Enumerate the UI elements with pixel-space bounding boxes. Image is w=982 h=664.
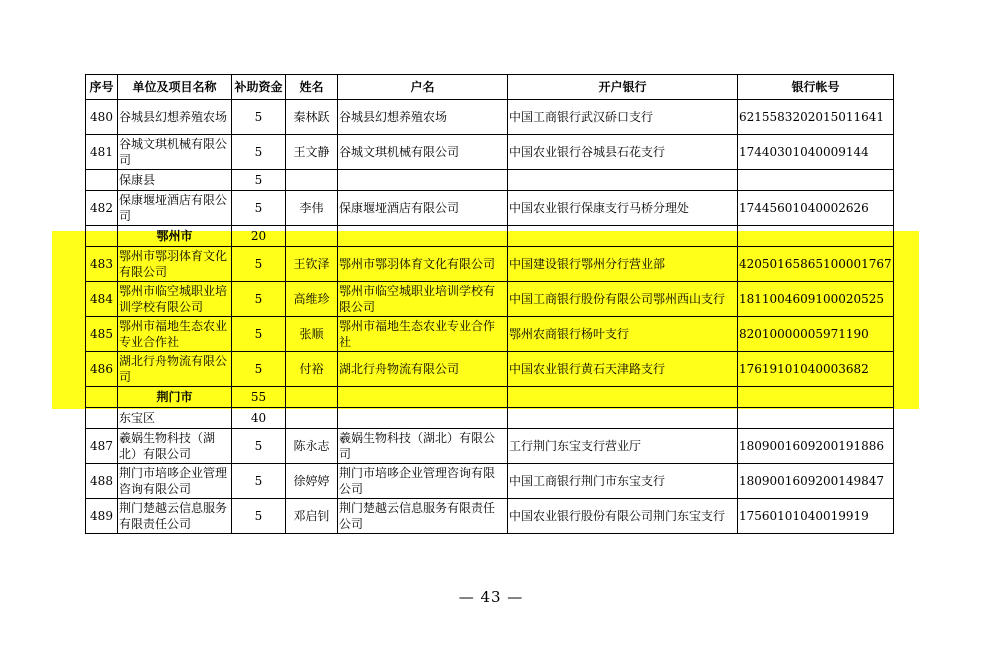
table-row bbox=[86, 226, 894, 247]
cell-fund: 5 bbox=[232, 499, 286, 534]
table-row bbox=[86, 408, 894, 429]
cell-account-name: 保康堰垭酒店有限公司 bbox=[338, 191, 508, 226]
cell-name bbox=[286, 387, 338, 408]
cell-account-name bbox=[338, 170, 508, 191]
cell-unit: 湖北行舟物流有限公司 bbox=[118, 352, 232, 387]
header-account-name: 户名 bbox=[338, 75, 508, 100]
cell-account-no: 1811004609100020525 bbox=[738, 282, 894, 317]
cell-unit: 羲娲生物科技（湖北）有限公司 bbox=[118, 429, 232, 464]
cell-name: 徐婷婷 bbox=[286, 464, 338, 499]
table-row bbox=[86, 317, 894, 352]
cell-fund: 5 bbox=[232, 247, 286, 282]
cell-account-name: 鄂州市鄂羽体育文化有限公司 bbox=[338, 247, 508, 282]
cell-unit: 鄂州市临空城职业培训学校有限公司 bbox=[118, 282, 232, 317]
cell-account-no: 1809001609200149847 bbox=[738, 464, 894, 499]
header-name: 姓名 bbox=[286, 75, 338, 100]
header-bank: 开户银行 bbox=[508, 75, 738, 100]
cell-bank: 中国农业银行股份有限公司荆门东宝支行 bbox=[508, 499, 738, 534]
cell-bank: 中国工商银行股份有限公司鄂州西山支行 bbox=[508, 282, 738, 317]
header-unit: 单位及项目名称 bbox=[118, 75, 232, 100]
cell-bank: 工行荆门东宝支行营业厅 bbox=[508, 429, 738, 464]
cell-unit: 鄂州市福地生态农业专业合作社 bbox=[118, 317, 232, 352]
cell-name: 付裕 bbox=[286, 352, 338, 387]
cell-account-no: 17619101040003682 bbox=[738, 352, 894, 387]
cell-no: 482 bbox=[86, 191, 118, 226]
cell-unit: 鄂州市 bbox=[118, 226, 232, 247]
cell-account-no bbox=[738, 387, 894, 408]
cell-fund: 55 bbox=[232, 387, 286, 408]
table-row bbox=[86, 464, 894, 499]
cell-unit: 谷城文琪机械有限公司 bbox=[118, 135, 232, 170]
header-no: 序号 bbox=[86, 75, 118, 100]
cell-unit: 保康堰垭酒店有限公司 bbox=[118, 191, 232, 226]
cell-unit: 荆门楚越云信息服务有限责任公司 bbox=[118, 499, 232, 534]
cell-bank: 中国农业银行谷城县石花支行 bbox=[508, 135, 738, 170]
cell-account-no: 17560101040019919 bbox=[738, 499, 894, 534]
cell-unit: 荆门市 bbox=[118, 387, 232, 408]
cell-bank: 中国工商银行武汉硚口支行 bbox=[508, 100, 738, 135]
cell-no: 483 bbox=[86, 247, 118, 282]
table-row bbox=[86, 352, 894, 387]
cell-name: 秦林跃 bbox=[286, 100, 338, 135]
cell-name: 高维珍 bbox=[286, 282, 338, 317]
cell-account-no: 17440301040009144 bbox=[738, 135, 894, 170]
table-row bbox=[86, 429, 894, 464]
cell-account-name bbox=[338, 226, 508, 247]
table-row bbox=[86, 282, 894, 317]
cell-account-no bbox=[738, 408, 894, 429]
cell-unit: 荆门市培哆企业管理咨询有限公司 bbox=[118, 464, 232, 499]
cell-fund: 20 bbox=[232, 226, 286, 247]
cell-no: 484 bbox=[86, 282, 118, 317]
table-row bbox=[86, 191, 894, 226]
cell-account-name: 鄂州市福地生态农业专业合作社 bbox=[338, 317, 508, 352]
cell-account-name: 荆门市培哆企业管理咨询有限公司 bbox=[338, 464, 508, 499]
cell-fund: 5 bbox=[232, 429, 286, 464]
cell-account-no bbox=[738, 226, 894, 247]
cell-unit: 谷城县幻想养殖农场 bbox=[118, 100, 232, 135]
cell-fund: 5 bbox=[232, 135, 286, 170]
cell-name: 张顺 bbox=[286, 317, 338, 352]
table-row bbox=[86, 170, 894, 191]
cell-name bbox=[286, 170, 338, 191]
cell-bank bbox=[508, 170, 738, 191]
cell-no: 485 bbox=[86, 317, 118, 352]
cell-name: 李伟 bbox=[286, 191, 338, 226]
cell-account-no: 42050165865100001767 bbox=[738, 247, 894, 282]
cell-name: 王文静 bbox=[286, 135, 338, 170]
table-header-row bbox=[86, 75, 894, 100]
page-number: — 43 — bbox=[458, 588, 524, 606]
cell-bank bbox=[508, 226, 738, 247]
cell-name bbox=[286, 226, 338, 247]
cell-no bbox=[86, 226, 118, 247]
cell-unit: 东宝区 bbox=[118, 408, 232, 429]
cell-no bbox=[86, 387, 118, 408]
table-row bbox=[86, 100, 894, 135]
cell-bank bbox=[508, 408, 738, 429]
cell-account-no: 17445601040002626 bbox=[738, 191, 894, 226]
cell-account-no: 6215583202015011641 bbox=[738, 100, 894, 135]
cell-account-no: 1809001609200191886 bbox=[738, 429, 894, 464]
cell-account-name: 湖北行舟物流有限公司 bbox=[338, 352, 508, 387]
cell-account-name: 谷城县幻想养殖农场 bbox=[338, 100, 508, 135]
cell-bank bbox=[508, 387, 738, 408]
table-row bbox=[86, 387, 894, 408]
cell-no bbox=[86, 170, 118, 191]
table-row bbox=[86, 499, 894, 534]
cell-account-name: 谷城文琪机械有限公司 bbox=[338, 135, 508, 170]
header-account-no: 银行帐号 bbox=[738, 75, 894, 100]
cell-fund: 5 bbox=[232, 282, 286, 317]
cell-no: 480 bbox=[86, 100, 118, 135]
cell-no: 488 bbox=[86, 464, 118, 499]
cell-fund: 5 bbox=[232, 191, 286, 226]
cell-bank: 鄂州农商银行杨叶支行 bbox=[508, 317, 738, 352]
cell-account-name: 鄂州市临空城职业培训学校有限公司 bbox=[338, 282, 508, 317]
cell-fund: 5 bbox=[232, 100, 286, 135]
cell-no: 486 bbox=[86, 352, 118, 387]
cell-account-name: 羲娲生物科技（湖北）有限公司 bbox=[338, 429, 508, 464]
cell-account-name bbox=[338, 408, 508, 429]
cell-bank: 中国农业银行保康支行马桥分理处 bbox=[508, 191, 738, 226]
table-row bbox=[86, 135, 894, 170]
table-row bbox=[86, 247, 894, 282]
cell-no: 487 bbox=[86, 429, 118, 464]
cell-bank: 中国农业银行黄石天津路支行 bbox=[508, 352, 738, 387]
cell-bank: 中国建设银行鄂州分行营业部 bbox=[508, 247, 738, 282]
cell-no: 481 bbox=[86, 135, 118, 170]
cell-account-name bbox=[338, 387, 508, 408]
cell-account-name: 荆门楚越云信息服务有限责任公司 bbox=[338, 499, 508, 534]
subsidy-table bbox=[85, 74, 894, 534]
cell-name: 王钦泽 bbox=[286, 247, 338, 282]
cell-name: 邓启钊 bbox=[286, 499, 338, 534]
cell-name bbox=[286, 408, 338, 429]
cell-name: 陈永志 bbox=[286, 429, 338, 464]
cell-fund: 5 bbox=[232, 317, 286, 352]
cell-fund: 5 bbox=[232, 464, 286, 499]
cell-fund: 40 bbox=[232, 408, 286, 429]
cell-fund: 5 bbox=[232, 170, 286, 191]
cell-no bbox=[86, 408, 118, 429]
cell-no: 489 bbox=[86, 499, 118, 534]
header-fund: 补助资金 bbox=[232, 75, 286, 100]
cell-bank: 中国工商银行荆门市东宝支行 bbox=[508, 464, 738, 499]
cell-unit: 鄂州市鄂羽体育文化有限公司 bbox=[118, 247, 232, 282]
cell-account-no bbox=[738, 170, 894, 191]
cell-fund: 5 bbox=[232, 352, 286, 387]
cell-unit: 保康县 bbox=[118, 170, 232, 191]
cell-account-no: 82010000005971190 bbox=[738, 317, 894, 352]
